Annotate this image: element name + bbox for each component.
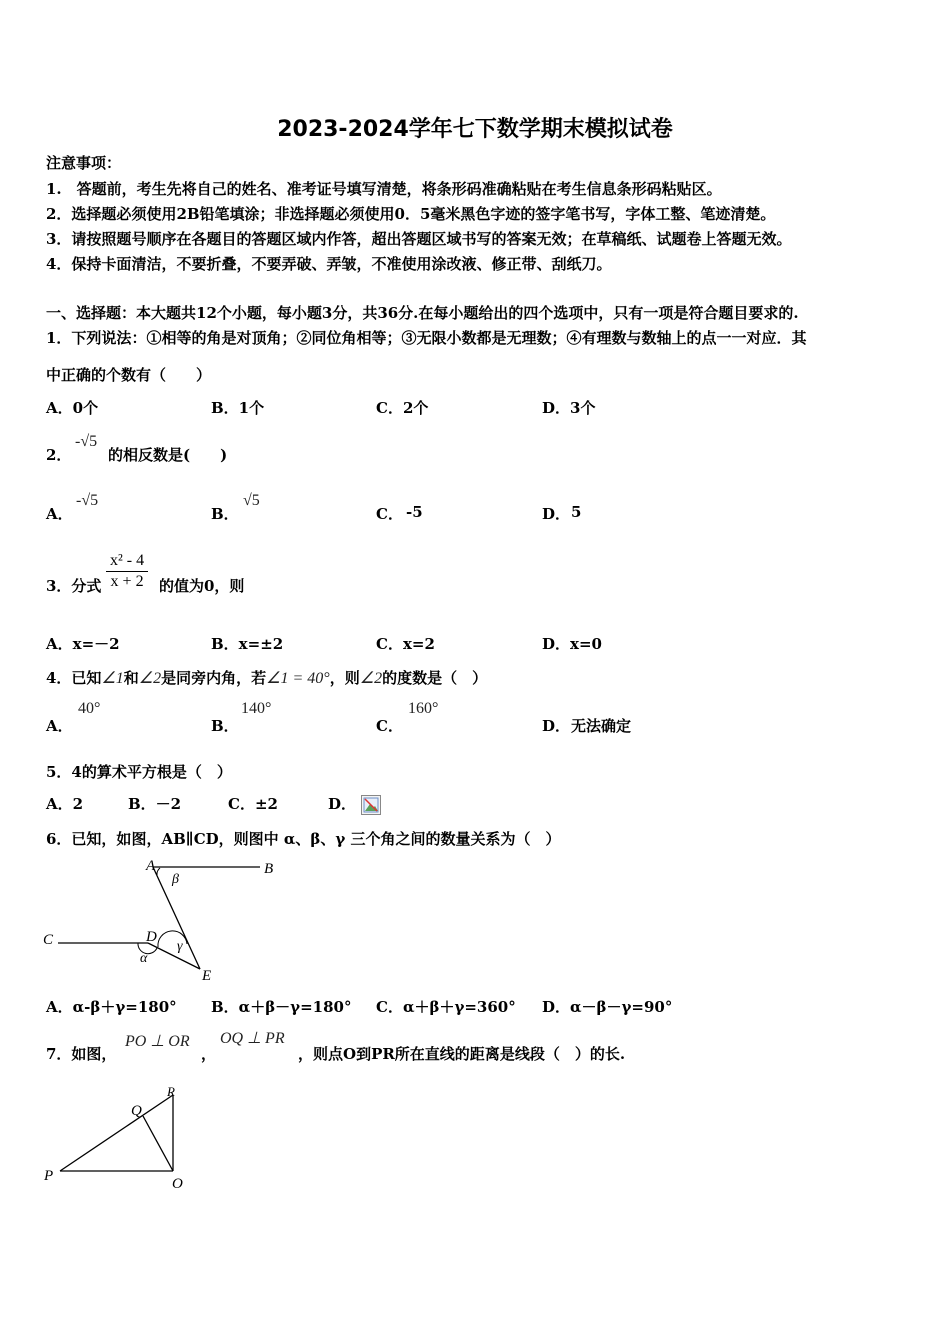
q6-label-b: B: [264, 861, 274, 877]
q5-option-d: [328, 793, 381, 815]
q7-label-o: O: [172, 1176, 183, 1192]
q4-condition: ∠1 = 40°: [266, 670, 330, 687]
q4-angle-1: ∠1: [101, 670, 124, 687]
q7-condition-2: OQ ⊥ PR: [220, 1030, 285, 1047]
q6-label-e: E: [202, 968, 212, 984]
q1-stem-line1: 1．下列说法：①相等的角是对顶角；②同位角相等；③无限小数都是无理数；④有理数与数轴上的点一一对应．其: [46, 329, 807, 347]
q4-part: 的度数是（ ）: [382, 669, 488, 687]
q6-label-alpha: α: [140, 951, 148, 966]
q1-option-a: A．0个: [46, 399, 99, 417]
q1-option-b: B．1个: [211, 399, 265, 417]
q2-stem: 的相反数是( ): [108, 446, 228, 464]
q6-option-a: A．α-β＋γ=180°: [46, 998, 177, 1016]
q3-denominator: x + 2: [110, 573, 144, 590]
q2-option-d-label: D．: [542, 505, 571, 523]
q4-option-c-value: 160°: [408, 700, 439, 717]
notice-item: 2．选择题必须使用2B铅笔填涂；非选择题必须使用0．5毫米黑色字迹的签字笔书写，字体工整、笔迹清楚。: [46, 205, 776, 223]
q4-angle-2: ∠2: [138, 670, 162, 687]
q3-option-c: C．x=2: [376, 635, 435, 653]
q6-label-c: C: [43, 932, 54, 948]
q4-angle-2: ∠2: [359, 670, 383, 687]
q4-part: 是同旁内角，若: [161, 669, 267, 687]
q4-option-c-label: C．: [376, 717, 403, 735]
q4-option-b-label: B．: [211, 717, 239, 735]
q7-label-q: Q: [131, 1103, 142, 1119]
page-title: 2023-2024学年七下数学期末模拟试卷: [277, 117, 673, 142]
notice-item: 3．请按照题号顺序在各题目的答题区域内作答，超出答题区域书写的答案无效；在草稿纸、试题卷上答题无效。: [46, 230, 792, 248]
q7-comma: ，: [201, 1045, 217, 1063]
q7-figure: [40, 1082, 200, 1192]
q3-fraction: [106, 552, 148, 591]
q3-numerator: x² - 4: [110, 552, 145, 569]
q2-option-b-label: B．: [211, 505, 239, 523]
section-heading: 一、选择题：本大题共12个小题，每小题3分，共36分.在每小题给出的四个选项中，只有一项是符合题目要求的.: [46, 304, 799, 322]
q6-option-c: C．α＋β＋γ=360°: [376, 998, 516, 1016]
q6-option-d: D．α－β－γ=90°: [542, 998, 673, 1016]
q6-stem: 6．已知，如图，AB∥CD，则图中 α、β、γ 三个角之间的数量关系为（ ）: [46, 830, 561, 848]
q1-option-d: D．3个: [542, 399, 596, 417]
broken-image-icon: [361, 795, 381, 815]
q3-option-b: B．x=±2: [211, 635, 284, 653]
q7-label-r: R: [167, 1084, 175, 1099]
q4-option-a-value: 40°: [78, 700, 101, 717]
q5-stem: 5．4的算术平方根是（ ）: [46, 763, 232, 781]
q4-option-d-value: 无法确定: [571, 717, 632, 735]
q3-suffix: 的值为0，则: [159, 577, 245, 595]
notice-heading: 注意事项：: [46, 154, 122, 172]
q1-stem-line2: 中正确的个数有（ ）: [46, 366, 212, 384]
q4-stem: [46, 667, 487, 688]
q4-option-a-label: A．: [46, 717, 73, 735]
notice-item: 1. 答题前，考生先将自己的姓名、准考证号填写清楚，将条形码准确粘贴在考生信息条形码粘贴区。: [46, 180, 722, 198]
q4-part: 和: [123, 669, 139, 687]
q5-option-b: B．－2: [128, 795, 182, 813]
q6-label-beta: β: [172, 872, 179, 887]
q5-option-c: C．±2: [228, 795, 278, 813]
notice-item: 4．保持卡面清洁，不要折叠，不要弄破、弄皱，不准使用涂改液、修正带、刮纸刀。: [46, 255, 612, 273]
q4-option-d-label: D．: [542, 717, 571, 735]
q1-option-c: C．2个: [376, 399, 429, 417]
q2-option-c-value: -5: [406, 503, 423, 521]
q4-part: ，则: [329, 669, 360, 687]
q5-option-a: A．2: [46, 795, 84, 813]
q2-option-b-value: √5: [243, 492, 260, 509]
q2-expression: -√5: [75, 433, 98, 450]
q6-label-a: A: [146, 858, 156, 874]
q5-option-d-label: D．: [328, 795, 357, 813]
q6-label-d: D: [146, 929, 157, 945]
q2-option-a-label: A．: [46, 505, 73, 523]
q4-part: 4．已知: [46, 669, 102, 687]
q2-option-a-value: -√5: [76, 492, 99, 509]
q7-suffix: ，则点O到PR所在直线的距离是线段（ ）的长.: [298, 1045, 626, 1063]
q7-prefix: 7．如图，: [46, 1045, 117, 1063]
fraction-bar: [106, 571, 148, 572]
q6-label-gamma: γ: [177, 939, 183, 954]
q3-prefix: 3．分式: [46, 577, 102, 595]
q2-option-d-value: 5: [571, 503, 582, 521]
q2-number: 2．: [46, 446, 72, 464]
q3-option-d: D．x=0: [542, 635, 602, 653]
q7-condition-1: PO ⊥ OR: [125, 1033, 190, 1050]
q3-option-a: A．x=－2: [46, 635, 120, 653]
q6-option-b: B．α＋β－γ=180°: [211, 998, 352, 1016]
q2-option-c-label: C．: [376, 505, 403, 523]
q6-figure: [40, 852, 280, 988]
q4-option-b-value: 140°: [241, 700, 272, 717]
q7-label-p: P: [44, 1168, 54, 1184]
